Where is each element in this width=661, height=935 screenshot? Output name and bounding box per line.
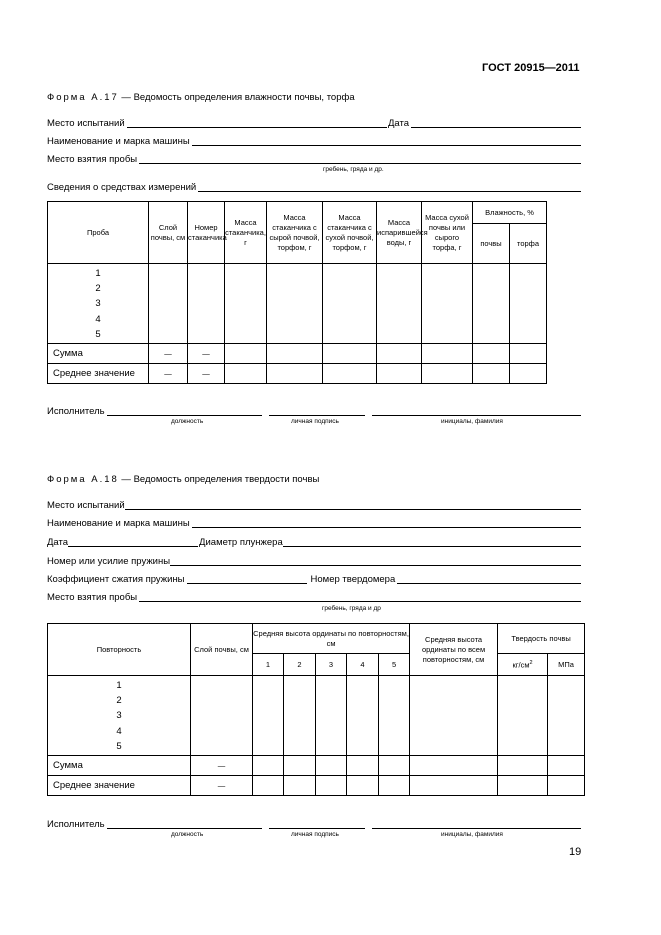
form18-unit-kg-text: кг/см [512,660,530,670]
form18-header-col: 5 [379,654,410,676]
form18-sample-place-label: Место взятия пробы [47,592,138,603]
form17-instruments-label: Сведения о средствах измерений [47,182,197,193]
form17-header-wet-mass: Масса стаканчика с сырой почвой, торфом, г [267,202,323,264]
form17-mean-cell[interactable] [267,364,323,384]
form17-data-cell[interactable] [149,264,188,344]
form18-header-hardness: Твердость почвы [498,624,585,654]
form18-header-unit-mpa: МПа [548,654,585,676]
form18-table [47,623,585,796]
form17-machine-field[interactable] [47,134,582,148]
form18-mean-dash: — [191,776,253,796]
form17-sum-cell[interactable] [377,344,422,364]
form18-date-line[interactable] [68,535,198,547]
form17-position-hint: должность [171,418,204,425]
form17-header-layer: Слой почвы, см [149,202,188,264]
standard-number: ГОСТ 20915—2011 [482,62,580,74]
form18-sum-dash: — [191,756,253,776]
form18-hardness-meter-label: Номер твердомера [310,574,396,585]
form17-instruments-line[interactable] [198,180,581,192]
form17-sample-place-field[interactable] [47,152,582,166]
form18-place-field[interactable] [47,498,582,512]
form18-machine-line[interactable] [192,516,581,528]
form18-data-cell[interactable] [284,676,316,756]
form18-header-col: 2 [284,654,316,676]
form18-header-col: 3 [316,654,347,676]
form17-date-line[interactable] [411,116,581,128]
form17-place-label: Место испытаний [47,118,125,129]
form18-position-hint: должность [171,831,204,838]
form18-plunger-label: Диаметр плунжера [199,537,283,548]
form17-executor-position-line[interactable] [107,404,262,416]
form18-executor-label: Исполнитель [47,819,105,830]
form17-sum-dash: — [188,344,225,364]
form18-mean-cell[interactable] [253,776,284,796]
form18-executor-field[interactable] [47,817,582,831]
form18-mean-cell[interactable] [284,776,316,796]
form17-sum-cell[interactable] [225,344,267,364]
form18-signature-hint: личная подпись [291,831,339,838]
form18-sum-cell[interactable] [410,756,498,776]
form17-header-cup-mass: Масса стаканчика, г [225,202,267,264]
form18-compress-label: Коэффициент сжатия пружины [47,574,185,585]
form18-date-label: Дата [47,537,69,548]
form18-mean-label: Среднее значение [48,776,191,796]
form17-header-moisture-peat: торфа [510,224,547,264]
form17-sum-cell[interactable] [323,344,377,364]
form17-machine-label: Наименование и марка машины [47,136,190,147]
form18-place-line[interactable] [125,498,581,510]
form18-sum-cell[interactable] [347,756,379,776]
form17-probe-numbers [48,264,149,344]
form17-name-hint: инициалы, фамилия [441,418,503,425]
form18-compress-line[interactable] [187,572,307,584]
form18-title-prefix: Форма А.18 [47,474,119,485]
form18-sum-cell[interactable] [253,756,284,776]
form18-spring-field[interactable] [47,554,582,568]
form17-sample-place-hint: гребень, гряда и др. [323,166,384,173]
form18-sum-cell[interactable] [284,756,316,776]
form17-data-cell[interactable] [510,264,547,344]
form17-mean-label: Среднее значение [48,364,149,384]
page-number: 19 [569,846,582,858]
form18-header-repeat: Повторность [48,624,191,676]
form17-sum-cell[interactable] [510,344,547,364]
form18-row-number: 3 [116,710,122,722]
form18-data-cell[interactable] [253,676,284,756]
form17-place-date-field[interactable] [47,116,582,130]
form17-mean-cell[interactable] [377,364,422,384]
form18-header-col: 4 [347,654,379,676]
form17-header-dry-mass: Масса стаканчика с сухой почвой, торфом, г [323,202,377,264]
form18-mean-cell[interactable] [548,776,585,796]
form18-mean-cell[interactable] [498,776,548,796]
form17-header-probe: Проба [48,202,149,264]
form17-sum-cell[interactable] [267,344,323,364]
form17-executor-name-line[interactable] [372,404,581,416]
form18-data-cell[interactable] [410,676,498,756]
form17-sample-place-line[interactable] [139,152,581,164]
form17-mean-cell[interactable] [473,364,510,384]
form18-row-number: 2 [116,695,122,707]
form17-data-cell[interactable] [323,264,377,344]
form18-row-number: 4 [116,725,122,737]
form18-header-avg-ordinate: Средняя высота ординаты по повторностям, см [253,624,410,654]
form18-row-number: 1 [116,680,122,691]
form17-mean-dash: — [188,364,225,384]
form17-data-cell[interactable] [473,264,510,344]
form17-instruments-field[interactable] [47,180,582,194]
form17-mean-cell[interactable] [323,364,377,384]
form18-executor-position-line[interactable] [107,817,262,829]
form17-header-cup-no: Номер стаканчика [188,202,225,264]
form17-sum-cell[interactable] [473,344,510,364]
form17-row-number: 1 [95,268,101,279]
form18-sample-place-hint: гребень, гряда и др [322,605,381,612]
form17-date-label: Дата [387,118,409,129]
form18-header-avg-all: Средняя высота ординаты по всем повторностям, см [410,624,498,676]
form18-data-cell[interactable] [548,676,585,756]
form17-sum-dash: — [149,344,188,364]
form17-mean-cell[interactable] [510,364,547,384]
form18-compress-field[interactable] [47,572,582,586]
form17-row-number: 5 [95,328,101,340]
form17-header-moisture: Влажность, % [473,202,547,224]
form17-row-number: 2 [95,283,101,295]
form18-spring-label: Номер или усилие пружины [47,556,171,567]
form18-row-number: 5 [116,740,122,752]
form17-data-cell[interactable] [377,264,422,344]
form18-header-col: 1 [253,654,284,676]
form17-title-text: — Ведомость определения влажности почвы, торфа [118,92,355,103]
form17-mean-cell[interactable] [225,364,267,384]
form17-sample-place-label: Место взятия пробы [47,154,138,165]
form18-date-plunger-field[interactable] [47,535,582,549]
form18-header-layer: Слой почвы, см [191,624,253,676]
form17-executor-signature-line[interactable] [269,404,365,416]
form18-sum-cell[interactable] [379,756,410,776]
form18-machine-label: Наименование и марка машины [47,518,190,529]
form17-sum-label: Сумма [48,344,149,364]
form18-sum-cell[interactable] [498,756,548,776]
form18-sum-cell[interactable] [548,756,585,776]
form17-data-cell[interactable] [422,264,473,344]
form17-executor-label: Исполнитель [47,406,105,417]
form17-data-cell[interactable] [267,264,323,344]
form18-machine-field[interactable] [47,516,582,530]
form17-title [47,92,355,103]
form18-name-hint: инициалы, фамилия [441,831,503,838]
form18-sample-place-field[interactable] [47,590,582,604]
form18-executor-signature-line[interactable] [269,817,365,829]
form17-executor-field[interactable] [47,404,582,418]
form17-header-evap-mass: Масса испарившейся воды, г [377,202,422,264]
form17-data-cell[interactable] [188,264,225,344]
form17-place-line[interactable] [127,116,387,128]
form17-table [47,201,547,384]
form18-hardness-meter-line[interactable] [397,572,581,584]
form18-header-unit-kg [498,654,548,676]
form18-place-label: Место испытаний [47,500,125,511]
form18-title [47,474,319,485]
form18-data-cell[interactable] [379,676,410,756]
form18-plunger-line[interactable] [283,535,581,547]
form18-mean-cell[interactable] [347,776,379,796]
form18-repeat-numbers [48,676,191,756]
form18-title-text: — Ведомость определения твердости почвы [118,474,320,485]
form17-row-number: 4 [95,313,101,325]
form17-row-number: 3 [95,298,101,310]
form18-mean-cell[interactable] [379,776,410,796]
form18-data-cell[interactable] [498,676,548,756]
form18-sum-cell[interactable] [316,756,347,776]
form17-machine-line[interactable] [192,134,581,146]
form18-unit-kg-sup: 2 [529,660,533,667]
form17-header-moisture-soil: почвы [473,224,510,264]
form17-signature-hint: личная подпись [291,418,339,425]
form17-header-dry-soil-mass: Масса сухой почвы или сырого торфа, г [422,202,473,264]
form18-data-cell[interactable] [191,676,253,756]
form18-data-cell[interactable] [347,676,379,756]
form17-mean-dash: — [149,364,188,384]
form18-mean-cell[interactable] [410,776,498,796]
form17-mean-cell[interactable] [422,364,473,384]
form17-title-prefix: Форма А.17 [47,92,119,103]
form17-sum-cell[interactable] [422,344,473,364]
form18-data-cell[interactable] [316,676,347,756]
form18-sum-label: Сумма [48,756,191,776]
form17-data-cell[interactable] [225,264,267,344]
form18-spring-line[interactable] [170,554,581,566]
form18-sample-place-line[interactable] [139,590,581,602]
form18-mean-cell[interactable] [316,776,347,796]
form18-executor-name-line[interactable] [372,817,581,829]
